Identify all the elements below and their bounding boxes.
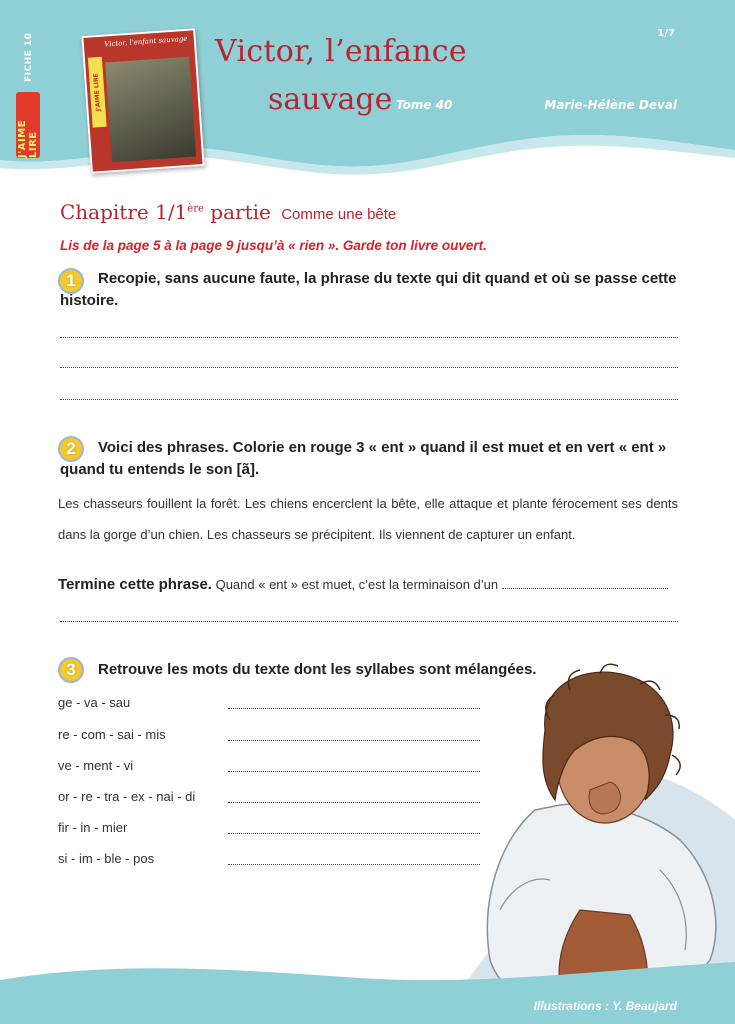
question-1-badge: 1 <box>58 268 84 294</box>
syllable-item: ve - ment - vi <box>58 758 134 773</box>
question-2-badge: 2 <box>58 436 84 462</box>
syllable-item: fir - in - mier <box>58 820 128 835</box>
question-3-label: Retrouve les mots du texte dont les syllabes sont mélangées. <box>98 661 537 678</box>
tome-label: Tome 40 <box>396 98 453 112</box>
book-cover <box>81 28 204 174</box>
question-3-badge: 3 <box>58 657 84 683</box>
answer-line[interactable] <box>60 337 678 338</box>
reading-instruction: Lis de la page 5 à la page 9 jusqu’à « rien ». Garde ton livre ouvert. <box>60 238 487 253</box>
answer-line[interactable] <box>60 399 678 400</box>
chapter-title: Chapitre 1/1 <box>60 200 188 224</box>
syllable-item: ge - va - sau <box>58 695 131 710</box>
question-1-label: Recopie, sans aucune faute, la phrase du texte qui dit quand et où se passe cette histoire. <box>60 270 677 309</box>
cover-title: Victor, l'enfant sauvage <box>104 34 188 49</box>
answer-line[interactable] <box>60 367 678 368</box>
brand-logo <box>16 92 40 158</box>
chapter-subtitle: Comme une bête <box>281 206 397 223</box>
syllable-item: or - re - tra - ex - nai - di <box>58 789 196 804</box>
passage-text[interactable]: Les chasseurs fouillent la forêt. Les chiens encerclent la bête, elle attaque et plante férocement ses dents dans la gorge d’un chien. Les chasseurs se précipitent. Ils viennent de capturer un enfant. <box>58 496 678 542</box>
cover-illustration <box>105 57 196 163</box>
finish-label: Termine cette phrase. <box>58 576 212 593</box>
answer-line[interactable] <box>60 621 678 622</box>
page-number: 1/7 <box>657 28 675 39</box>
author-name: Marie-Hélène Deval <box>544 98 677 112</box>
question-1-text <box>60 268 680 312</box>
chapter-heading <box>60 200 396 224</box>
syllable-item: si - im - ble - pos <box>58 851 155 866</box>
syllable-item: re - com - sai - mis <box>58 727 166 742</box>
question-2-label: Voici des phrases. Colorie en rouge 3 « ent » quand il est muet et en vert « ent » quand tu entends le son [ã]. <box>60 439 667 478</box>
cover-brand-tag: J'AIME LIRE <box>88 57 107 128</box>
illustration-credit: Illustrations : Y. Beaujard <box>533 999 677 1013</box>
chapter-part: partie <box>203 200 271 224</box>
finish-answer-line[interactable] <box>502 588 668 589</box>
finish-text: Quand « ent » est muet, c’est la terminaison d’un <box>215 577 499 592</box>
page-title-line2: sauvage <box>268 82 393 117</box>
sheet-label: FICHE 10 <box>24 32 34 82</box>
finish-sentence <box>58 576 678 593</box>
question-2-text <box>60 437 680 481</box>
brand-logo-text: J'AIME LIRE <box>17 119 39 158</box>
chapter-sup: ère <box>187 203 204 215</box>
page-title-line1: Victor, l’enfance <box>215 34 467 69</box>
